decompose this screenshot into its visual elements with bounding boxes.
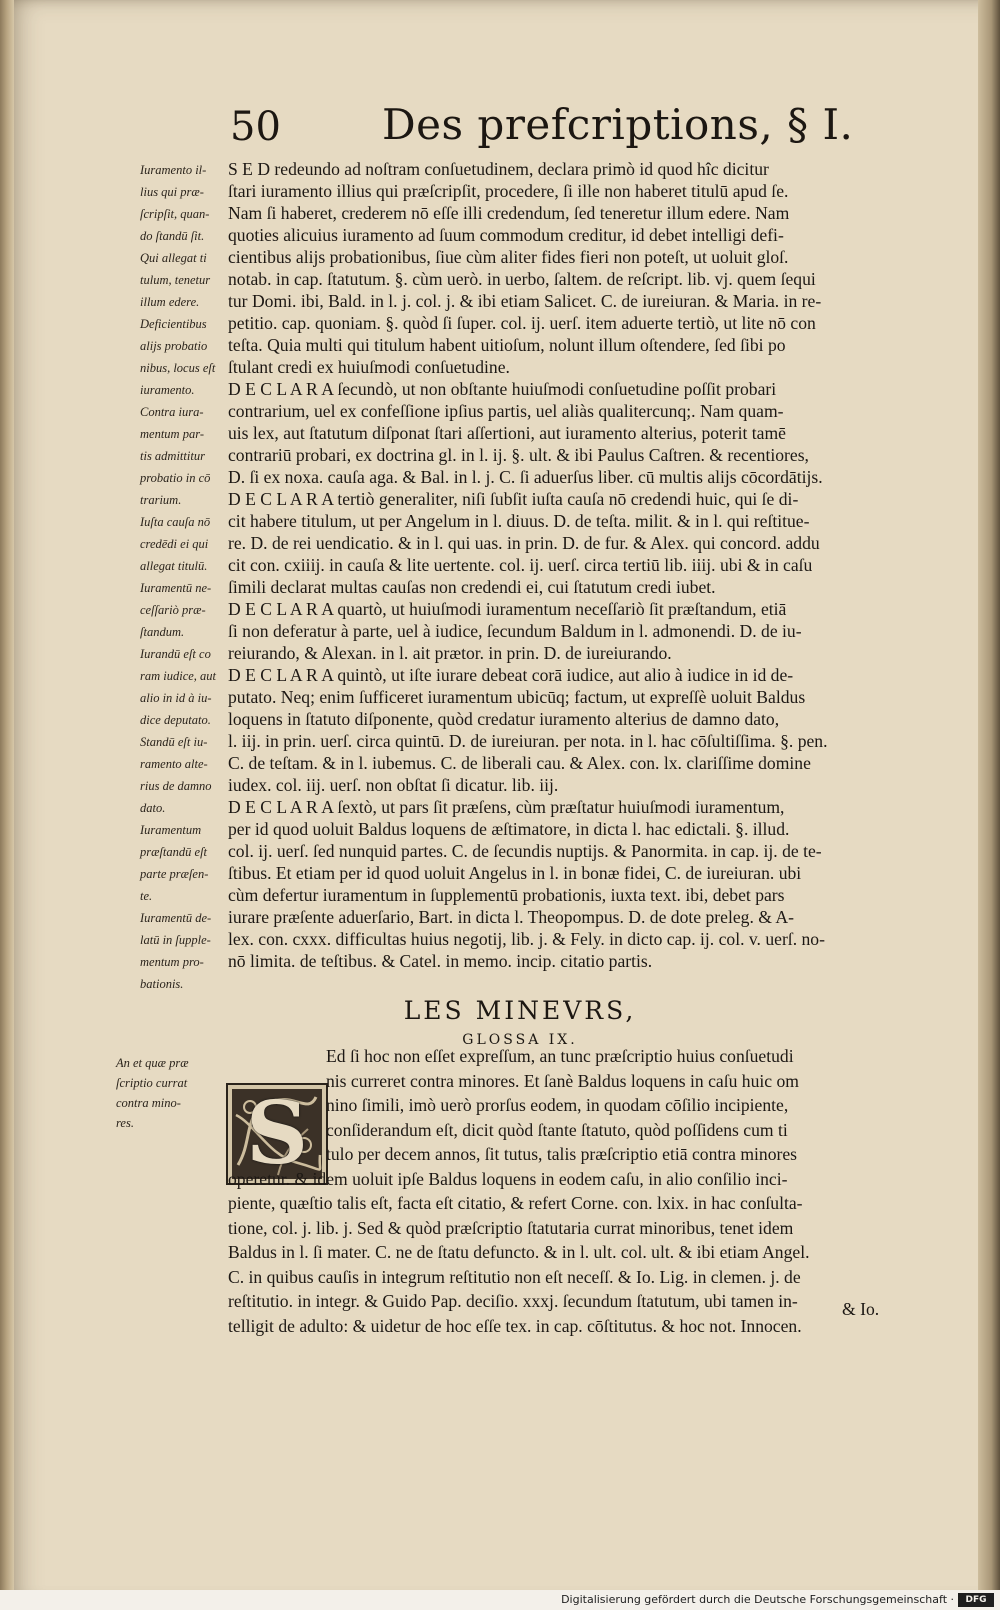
margin-note-line: tis admittitur — [140, 449, 205, 463]
margin-note-line: rius de damno — [140, 779, 212, 793]
text-line: D E C L A R A quartò, ut huiuſmodi iuramentum neceſſariò ſit præſtandum, etiā — [228, 599, 787, 619]
text-line: cientibus alijs probationibus, ſiue cùm aliter fides fieri non poteſt, ut uoluit gloſ. — [228, 247, 789, 267]
text-line: D E C L A R A quintò, ut iſte iurare debeat corā iudice, aut alio à iudice in id de- — [228, 665, 794, 685]
text-line: iudex. col. iij. uerſ. non obſtat ſi dicatur. lib. iij. — [228, 775, 559, 795]
margin-note-line: parte præſen- — [140, 867, 209, 881]
margin-note-line: nibus, locus eſt — [140, 361, 216, 375]
margin-note-line: probatio in cō — [140, 471, 211, 485]
text-line: contrariū probari, ex doctrina gl. in l. ij. §. ult. & ibi Paulus Caſtren. & recentiores, — [228, 445, 809, 465]
text-line: quoties alicuius iuramento ad ſuum commodum creditur, id debet intelligi defi- — [228, 225, 784, 245]
text-line: uis lex, aut ſtatutum diſponat ſtari aſſertioni, aut iuramento alterius, poterit tamē — [228, 423, 786, 443]
margin-note-line: latū in ſupple- — [140, 933, 211, 947]
text-line: ſimili declarat multas cauſas non credendi ei, cui ſtatutum credi iubet. — [228, 577, 716, 597]
page-gutter-edge — [0, 0, 14, 1610]
margin-note-line: trarium. — [140, 493, 182, 507]
text-line: ſi non deferatur à parte, uel à iudice, ſecundum Baldum in l. admonendi. D. de iu- — [228, 621, 802, 641]
gloss-line: nis curreret contra minores. Et ſanè Baldus loquens in caſu huic om — [326, 1070, 799, 1091]
margin-note-line: Iuramentum — [140, 823, 202, 837]
gloss-line: Baldus in l. ſi mater. C. ne de ſtatu defuncto. & in l. ult. col. ult. & ibi etiam Angel. — [228, 1242, 810, 1262]
text-line: nō limita. de teſtibus. & Catel. in memo. incip. citatio partis. — [228, 951, 653, 971]
text-line: C. de teſtam. & in l. iubemus. C. de liberali cau. & Alex. con. lx. clariſſime domine — [228, 753, 811, 773]
margin-note-line: iuramento. — [140, 383, 195, 397]
text-line: putato. Neq; enim ſufficeret iuramentum ubicūq; factum, ut expreſſè uoluit Baldus — [228, 687, 806, 707]
text-line: ſtulant credi ex huiuſmodi conſuetudine. — [228, 357, 510, 377]
text-line: cit habere titulum, ut per Angelum in l. diuus. D. de teſta. milit. & in l. qui reſtitue- — [228, 511, 810, 531]
margin-note-line: alio in id à iu- — [140, 691, 212, 705]
gloss-line: reſtitutio. in integr. & Guido Pap. deciſio. xxxj. ſecundum ſtatutum, ubi tamen in- — [228, 1291, 798, 1311]
margin-note-line: ſcripſit, quan- — [140, 207, 210, 221]
margin-note-line: Qui allegat ti — [140, 251, 207, 265]
text-line: lex. con. cxxx. difficultas huius negotij, lib. j. & Fely. in dicto cap. ij. col. v. uerſ. no- — [228, 929, 825, 949]
text-line: reiurando, & Alexan. in l. ait prætor. in prin. D. de iureiurando. — [228, 643, 672, 663]
gloss-line: tulo per decem annos, ſit tutus, talis præſcriptio etiā contra minores — [326, 1144, 798, 1164]
margin-note-line: bationis. — [140, 977, 184, 991]
margin-note-line: tulum, tenetur — [140, 273, 211, 287]
text-line: col. ij. uerſ. ſed nunquid partes. C. de ſecundis nuptijs. & Panormita. in cap. ij. de te- — [228, 841, 822, 861]
text-line: loquens in ſtatuto diſponente, quòd credatur iuramento alterius de damno dato, — [228, 709, 780, 729]
text-line: D E C L A R A tertiò generaliter, niſi ſubſit iuſta cauſa nō credendi huic, qui ſe di- — [228, 489, 799, 509]
margin-note-line: ſtandum. — [140, 625, 185, 639]
margin-note-line: Contra iura- — [140, 405, 204, 419]
text-line: ſtibus. Et etiam per id quod uoluit Angelus in l. in bonæ fidei, C. de iureiuran. ubi — [228, 863, 802, 883]
margin-note-line: Deficientibus — [140, 317, 207, 331]
text-line: D E C L A R A ſecundò, ut non obſtante huiuſmodi conſuetudine poſſit probari — [228, 379, 777, 399]
text-line: contrarium, uel ex confeſſione ipſius partis, uel aliàs qualitercunq;. Nam quam- — [228, 401, 784, 421]
gloss-line: piente, quæſtio talis eſt, facta eſt citatio, & refert Corne. con. lxix. in hac conſulta- — [228, 1193, 803, 1213]
text-line: iurare præſente aduerſario, Bart. in dicta l. Theopompus. D. de dote preleg. & A- — [228, 907, 794, 927]
text-line: ſtari iuramento illius qui præſcripſit, procedere, ſi ille non haberet titulū apud ſe. — [228, 181, 789, 201]
page-header — [230, 98, 854, 156]
margin-note-line: dice deputato. — [140, 713, 211, 727]
text-line: Nam ſi haberet, crederem nō eſſe illi credendum, ſed teneretur illum edere. Nam — [228, 203, 790, 223]
margin-note-line: mentum par- — [140, 427, 204, 441]
text-line: l. iij. in prin. uerſ. circa quintū. D. de iureiuran. per nota. in l. hac cōſultiſſima. §. pen. — [228, 731, 828, 751]
text-line: tur Domi. ibi, Bald. in l. j. col. j. & ibi etiam Salicet. C. de iureiuran. & Maria. in re- — [228, 291, 822, 311]
margin-note-line: lius qui præ- — [140, 185, 204, 199]
text-line: D. ſi ex noxa. cauſa aga. & Bal. in l. j. C. ſi aduerſus liber. cū multis alijs cōcordātijs. — [228, 467, 823, 487]
margin-note-line: Standū eſt iu- — [140, 735, 208, 749]
margin-note-line: do ſtandū ſit. — [140, 229, 205, 243]
text-line: per id quod uoluit Baldus loquens de æſtimatore, in dicta l. hac edictali. §. illud. — [228, 819, 790, 839]
text-line: petitio. cap. quoniam. §. quòd ſi ſuper. col. ij. uerſ. item aduerte tertiò, ut lite nō con — [228, 313, 816, 333]
gloss-line: operetur. & idem uoluit ipſe Baldus loquens in eodem caſu, in alio conſilio inci- — [228, 1168, 788, 1189]
text-line: cùm defertur iuramentum in ſupplementū probationis, iuxta text. ibi, debet pars — [228, 885, 785, 905]
margin-note-line: ſcriptio currat — [116, 1076, 188, 1090]
section-title: LES MINEVRS, — [403, 996, 637, 1025]
margin-note-line: ram iudice, aut — [140, 669, 217, 683]
margin-note-line: illum edere. — [140, 295, 200, 309]
text-line: re. D. de rei uendicatio. & in l. qui uas. in prin. D. de fur. & Alex. qui concord. addu — [228, 533, 820, 553]
initial-letter: S — [245, 1083, 309, 1184]
gloss-line: Ed ſi hoc non eſſet expreſſum, an tunc præſcriptio huius conſuetudi — [326, 1046, 794, 1066]
gloss-line: nino ſimili, imò uerò prorſus eodem, in quodam cōſilio incipiente, — [326, 1095, 789, 1115]
margin-note-line: præſtandū eſt — [140, 845, 208, 859]
gloss-line: telligit de adulto: & uidetur de hoc eſſe tex. in cap. cōſtitutus. & hoc not. Innocen. — [228, 1315, 802, 1336]
text-line: D E C L A R A ſextò, ut pars ſit præſens, cùm præſtatur huiuſmodi iuramentum, — [228, 797, 785, 817]
margin-note-line: mentum pro- — [140, 955, 204, 969]
margin-note-line: ramento alte- — [140, 757, 208, 771]
margin-note-line: An et quæ præ — [116, 1056, 189, 1070]
margin-note-line: Iuſta cauſa nō — [140, 515, 211, 529]
margin-note-line: Iuramentū ne- — [140, 581, 212, 595]
text-line: teſta. Quia multi qui titulum habent uitioſum, nolunt illum oſtendere, ſed ſibi po — [228, 335, 786, 355]
margin-note-line: credēdi ei qui — [140, 537, 209, 551]
catchword: & Io. — [842, 1299, 880, 1319]
margin-note-line: Iuramento il- — [140, 163, 207, 177]
margin-note-line: contra mino- — [116, 1096, 181, 1110]
margin-note-line: allegat titulū. — [140, 559, 208, 573]
gloss-label: GLOSSA IX. — [462, 1032, 578, 1048]
margin-note-line: alijs probatio — [140, 339, 208, 353]
margin-note-line: dato. — [140, 801, 166, 815]
margin-note-line: te. — [140, 889, 153, 903]
margin-note-line: res. — [116, 1116, 134, 1130]
text-line: cit con. cxiiij. in cauſa & lite uertente. col. ij. uerſ. circa tertiū lib. iiij. ubi & in caſu — [228, 555, 813, 575]
text-line: notab. in cap. ſtatutum. §. cùm uerò. in uerbo, ſaltem. de reſcript. lib. vj. quem ſequi — [228, 269, 816, 289]
dfg-logo: DFG — [958, 1593, 994, 1607]
digitization-footer — [0, 1590, 1000, 1610]
text-line: S E D redeundo ad noſtram conſuetudinem, declara primò id quod hîc dicitur — [228, 159, 769, 179]
margin-note-line: ceſſariò præ- — [140, 603, 206, 617]
footer-text: Digitalisierung gefördert durch die Deutsche Forschungsgemeinschaft · — [561, 1593, 954, 1606]
page-fore-edge — [978, 0, 1000, 1590]
gloss-line: C. in quibus cauſis in integrum reſtitutio non eſt neceſſ. & Io. Lig. in clemen. j. de — [228, 1266, 801, 1287]
page-number: 50 — [230, 104, 281, 150]
running-title: Des prefcriptions, § I. — [382, 100, 854, 149]
margin-note-line: Iuramentū de- — [140, 911, 212, 925]
gloss-line: conſiderandum eſt, dicit quòd ſtante ſtatuto, quòd poſſidens cum ti — [326, 1119, 788, 1140]
gloss-line: tione, col. j. lib. j. Sed & quòd præſcriptio ſtatutaria currat minoribus, tenet idem — [228, 1217, 794, 1238]
margin-note-line: Iurandū eſt co — [140, 647, 211, 661]
